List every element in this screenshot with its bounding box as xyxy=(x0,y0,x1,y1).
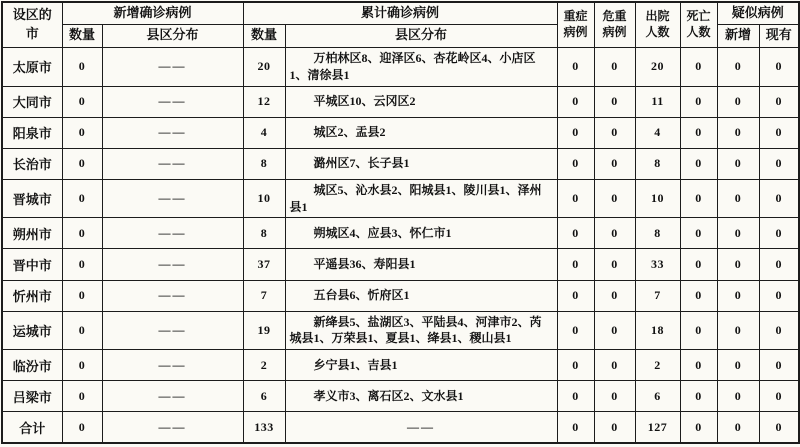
cell-cumulative-district: 朔城区4、应县3、怀仁市1 xyxy=(285,218,557,249)
cell-cumulative-count: 37 xyxy=(243,249,285,280)
cell-new-district: —— xyxy=(102,350,243,381)
cell-severe-cases: 0 xyxy=(557,148,594,179)
cell-severe-cases: 0 xyxy=(557,179,594,218)
cell-suspected-new: 0 xyxy=(717,86,759,117)
cell-cumulative-district: 平遥县36、寿阳县1 xyxy=(285,249,557,280)
cell-severe-cases: 0 xyxy=(557,117,594,148)
cell-new-district: —— xyxy=(102,218,243,249)
table-row xyxy=(2,179,799,218)
cell-new-count: 0 xyxy=(62,179,102,218)
header-severe-cases: 重症病例 xyxy=(557,2,594,47)
cell-cumulative-district: 潞州区7、长子县1 xyxy=(285,148,557,179)
cell-cumulative-count: 12 xyxy=(243,86,285,117)
cell-suspected-existing: 0 xyxy=(759,311,799,350)
cell-critical-cases: 0 xyxy=(594,86,635,117)
cell-suspected-new: 0 xyxy=(717,249,759,280)
cell-new-count: 0 xyxy=(62,218,102,249)
table-row xyxy=(2,249,799,280)
cell-cumulative-count: 7 xyxy=(243,280,285,311)
cell-cumulative-district: 孝义市3、离石区2、文水县1 xyxy=(285,381,557,412)
header-new-count: 数量 xyxy=(62,24,102,47)
table-row xyxy=(2,117,799,148)
cell-new-district: —— xyxy=(102,117,243,148)
cell-death-count: 0 xyxy=(680,249,717,280)
cell-suspected-new: 0 xyxy=(717,280,759,311)
cell-critical-cases: 0 xyxy=(594,412,635,443)
header-suspected-existing: 现有 xyxy=(759,24,799,47)
cell-suspected-existing: 0 xyxy=(759,179,799,218)
cell-discharged-count: 2 xyxy=(635,350,680,381)
cell-suspected-existing: 0 xyxy=(759,350,799,381)
cell-city-name: 运城市 xyxy=(2,311,62,350)
cell-death-count: 0 xyxy=(680,311,717,350)
header-discharged-count: 出院人数 xyxy=(635,2,680,47)
cell-suspected-new: 0 xyxy=(717,148,759,179)
cell-cumulative-district: 乡宁县1、吉县1 xyxy=(285,350,557,381)
epidemic-cases-table xyxy=(1,1,800,444)
cell-cumulative-district: 城区2、盂县2 xyxy=(285,117,557,148)
cell-new-district: —— xyxy=(102,179,243,218)
cell-death-count: 0 xyxy=(680,179,717,218)
header-city: 设区的市 xyxy=(2,2,62,47)
cell-city-name: 晋中市 xyxy=(2,249,62,280)
table-row xyxy=(2,350,799,381)
table-row xyxy=(2,311,799,350)
cell-new-district: —— xyxy=(102,249,243,280)
cell-suspected-existing: 0 xyxy=(759,280,799,311)
cell-cumulative-district: —— xyxy=(285,412,557,443)
header-cumulative-cases-group: 累计确诊病例 xyxy=(243,2,557,24)
cell-suspected-new: 0 xyxy=(717,381,759,412)
cell-suspected-new: 0 xyxy=(717,350,759,381)
cell-critical-cases: 0 xyxy=(594,350,635,381)
cell-discharged-count: 127 xyxy=(635,412,680,443)
cell-critical-cases: 0 xyxy=(594,311,635,350)
cell-suspected-new: 0 xyxy=(717,311,759,350)
table-row xyxy=(2,218,799,249)
cell-cumulative-count: 8 xyxy=(243,218,285,249)
cell-new-count: 0 xyxy=(62,412,102,443)
cell-severe-cases: 0 xyxy=(557,381,594,412)
cell-death-count: 0 xyxy=(680,381,717,412)
cell-suspected-existing: 0 xyxy=(759,86,799,117)
cell-discharged-count: 20 xyxy=(635,47,680,86)
cell-new-district: —— xyxy=(102,311,243,350)
cell-new-count: 0 xyxy=(62,311,102,350)
table-header xyxy=(2,2,799,47)
cell-death-count: 0 xyxy=(680,47,717,86)
cell-critical-cases: 0 xyxy=(594,249,635,280)
cell-cumulative-count: 6 xyxy=(243,381,285,412)
table-row xyxy=(2,148,799,179)
cell-critical-cases: 0 xyxy=(594,117,635,148)
cell-city-name: 吕梁市 xyxy=(2,381,62,412)
cell-death-count: 0 xyxy=(680,350,717,381)
cell-critical-cases: 0 xyxy=(594,148,635,179)
cell-suspected-new: 0 xyxy=(717,412,759,443)
cell-severe-cases: 0 xyxy=(557,249,594,280)
cell-cumulative-district: 万柏林区8、迎泽区6、杏花岭区4、小店区1、清徐县1 xyxy=(285,47,557,86)
cell-death-count: 0 xyxy=(680,117,717,148)
header-critical-cases: 危重病例 xyxy=(594,2,635,47)
table-row xyxy=(2,381,799,412)
cell-suspected-new: 0 xyxy=(717,47,759,86)
cell-critical-cases: 0 xyxy=(594,218,635,249)
cell-discharged-count: 18 xyxy=(635,311,680,350)
cell-suspected-existing: 0 xyxy=(759,218,799,249)
cell-new-district: —— xyxy=(102,280,243,311)
cell-suspected-new: 0 xyxy=(717,179,759,218)
cell-cumulative-count: 8 xyxy=(243,148,285,179)
cell-new-district: —— xyxy=(102,47,243,86)
cell-city-name: 朔州市 xyxy=(2,218,62,249)
cell-discharged-count: 8 xyxy=(635,148,680,179)
cell-cumulative-count: 10 xyxy=(243,179,285,218)
cell-suspected-existing: 0 xyxy=(759,412,799,443)
cell-discharged-count: 7 xyxy=(635,280,680,311)
cell-new-count: 0 xyxy=(62,381,102,412)
cell-new-count: 0 xyxy=(62,86,102,117)
cell-death-count: 0 xyxy=(680,280,717,311)
cell-cumulative-count: 19 xyxy=(243,311,285,350)
cell-city-name: 长治市 xyxy=(2,148,62,179)
cell-severe-cases: 0 xyxy=(557,311,594,350)
cell-death-count: 0 xyxy=(680,86,717,117)
cell-discharged-count: 10 xyxy=(635,179,680,218)
cell-severe-cases: 0 xyxy=(557,218,594,249)
cell-cumulative-count: 4 xyxy=(243,117,285,148)
header-suspected-cases-group: 疑似病例 xyxy=(717,2,799,24)
cell-suspected-existing: 0 xyxy=(759,249,799,280)
table-row xyxy=(2,47,799,86)
cell-new-district: —— xyxy=(102,412,243,443)
cell-severe-cases: 0 xyxy=(557,350,594,381)
cell-death-count: 0 xyxy=(680,148,717,179)
cell-cumulative-count: 20 xyxy=(243,47,285,86)
cell-cumulative-count: 133 xyxy=(243,412,285,443)
header-new-district: 县区分布 xyxy=(102,24,243,47)
cell-suspected-existing: 0 xyxy=(759,47,799,86)
cell-discharged-count: 11 xyxy=(635,86,680,117)
cell-severe-cases: 0 xyxy=(557,47,594,86)
cell-city-name: 临汾市 xyxy=(2,350,62,381)
cell-severe-cases: 0 xyxy=(557,280,594,311)
table-row xyxy=(2,86,799,117)
header-death-count: 死亡人数 xyxy=(680,2,717,47)
cell-new-count: 0 xyxy=(62,249,102,280)
cell-suspected-new: 0 xyxy=(717,218,759,249)
cell-city-name: 忻州市 xyxy=(2,280,62,311)
cell-suspected-new: 0 xyxy=(717,117,759,148)
header-row-groups xyxy=(2,2,799,24)
cell-city-name: 大同市 xyxy=(2,86,62,117)
cell-cumulative-district: 平城区10、云冈区2 xyxy=(285,86,557,117)
table-row xyxy=(2,280,799,311)
cell-critical-cases: 0 xyxy=(594,47,635,86)
cell-new-district: —— xyxy=(102,148,243,179)
header-cumulative-district: 县区分布 xyxy=(285,24,557,47)
header-suspected-new: 新增 xyxy=(717,24,759,47)
cell-new-district: —— xyxy=(102,86,243,117)
cell-new-count: 0 xyxy=(62,47,102,86)
cell-new-district: —— xyxy=(102,381,243,412)
cell-new-count: 0 xyxy=(62,117,102,148)
cell-discharged-count: 8 xyxy=(635,218,680,249)
cell-city-name: 晋城市 xyxy=(2,179,62,218)
cell-cumulative-count: 2 xyxy=(243,350,285,381)
cell-discharged-count: 4 xyxy=(635,117,680,148)
cell-critical-cases: 0 xyxy=(594,280,635,311)
cell-cumulative-district: 新绛县5、盐湖区3、平陆县4、河津市2、芮城县1、万荣县1、夏县1、绛县1、稷山县1 xyxy=(285,311,557,350)
cell-critical-cases: 0 xyxy=(594,179,635,218)
cell-suspected-existing: 0 xyxy=(759,148,799,179)
cell-cumulative-district: 城区5、沁水县2、阳城县1、陵川县1、泽州县1 xyxy=(285,179,557,218)
cell-city-name: 阳泉市 xyxy=(2,117,62,148)
cell-new-count: 0 xyxy=(62,148,102,179)
cell-death-count: 0 xyxy=(680,412,717,443)
cell-new-count: 0 xyxy=(62,350,102,381)
table-row xyxy=(2,412,799,443)
cell-cumulative-district: 五台县6、忻府区1 xyxy=(285,280,557,311)
cell-critical-cases: 0 xyxy=(594,381,635,412)
header-new-cases-group: 新增确诊病例 xyxy=(62,2,243,24)
cell-severe-cases: 0 xyxy=(557,86,594,117)
cell-death-count: 0 xyxy=(680,218,717,249)
cell-discharged-count: 6 xyxy=(635,381,680,412)
cell-city-name: 太原市 xyxy=(2,47,62,86)
cell-city-name: 合计 xyxy=(2,412,62,443)
table-body xyxy=(2,47,799,443)
cell-suspected-existing: 0 xyxy=(759,381,799,412)
cell-discharged-count: 33 xyxy=(635,249,680,280)
cell-new-count: 0 xyxy=(62,280,102,311)
cell-suspected-existing: 0 xyxy=(759,117,799,148)
header-cumulative-count: 数量 xyxy=(243,24,285,47)
cell-severe-cases: 0 xyxy=(557,412,594,443)
